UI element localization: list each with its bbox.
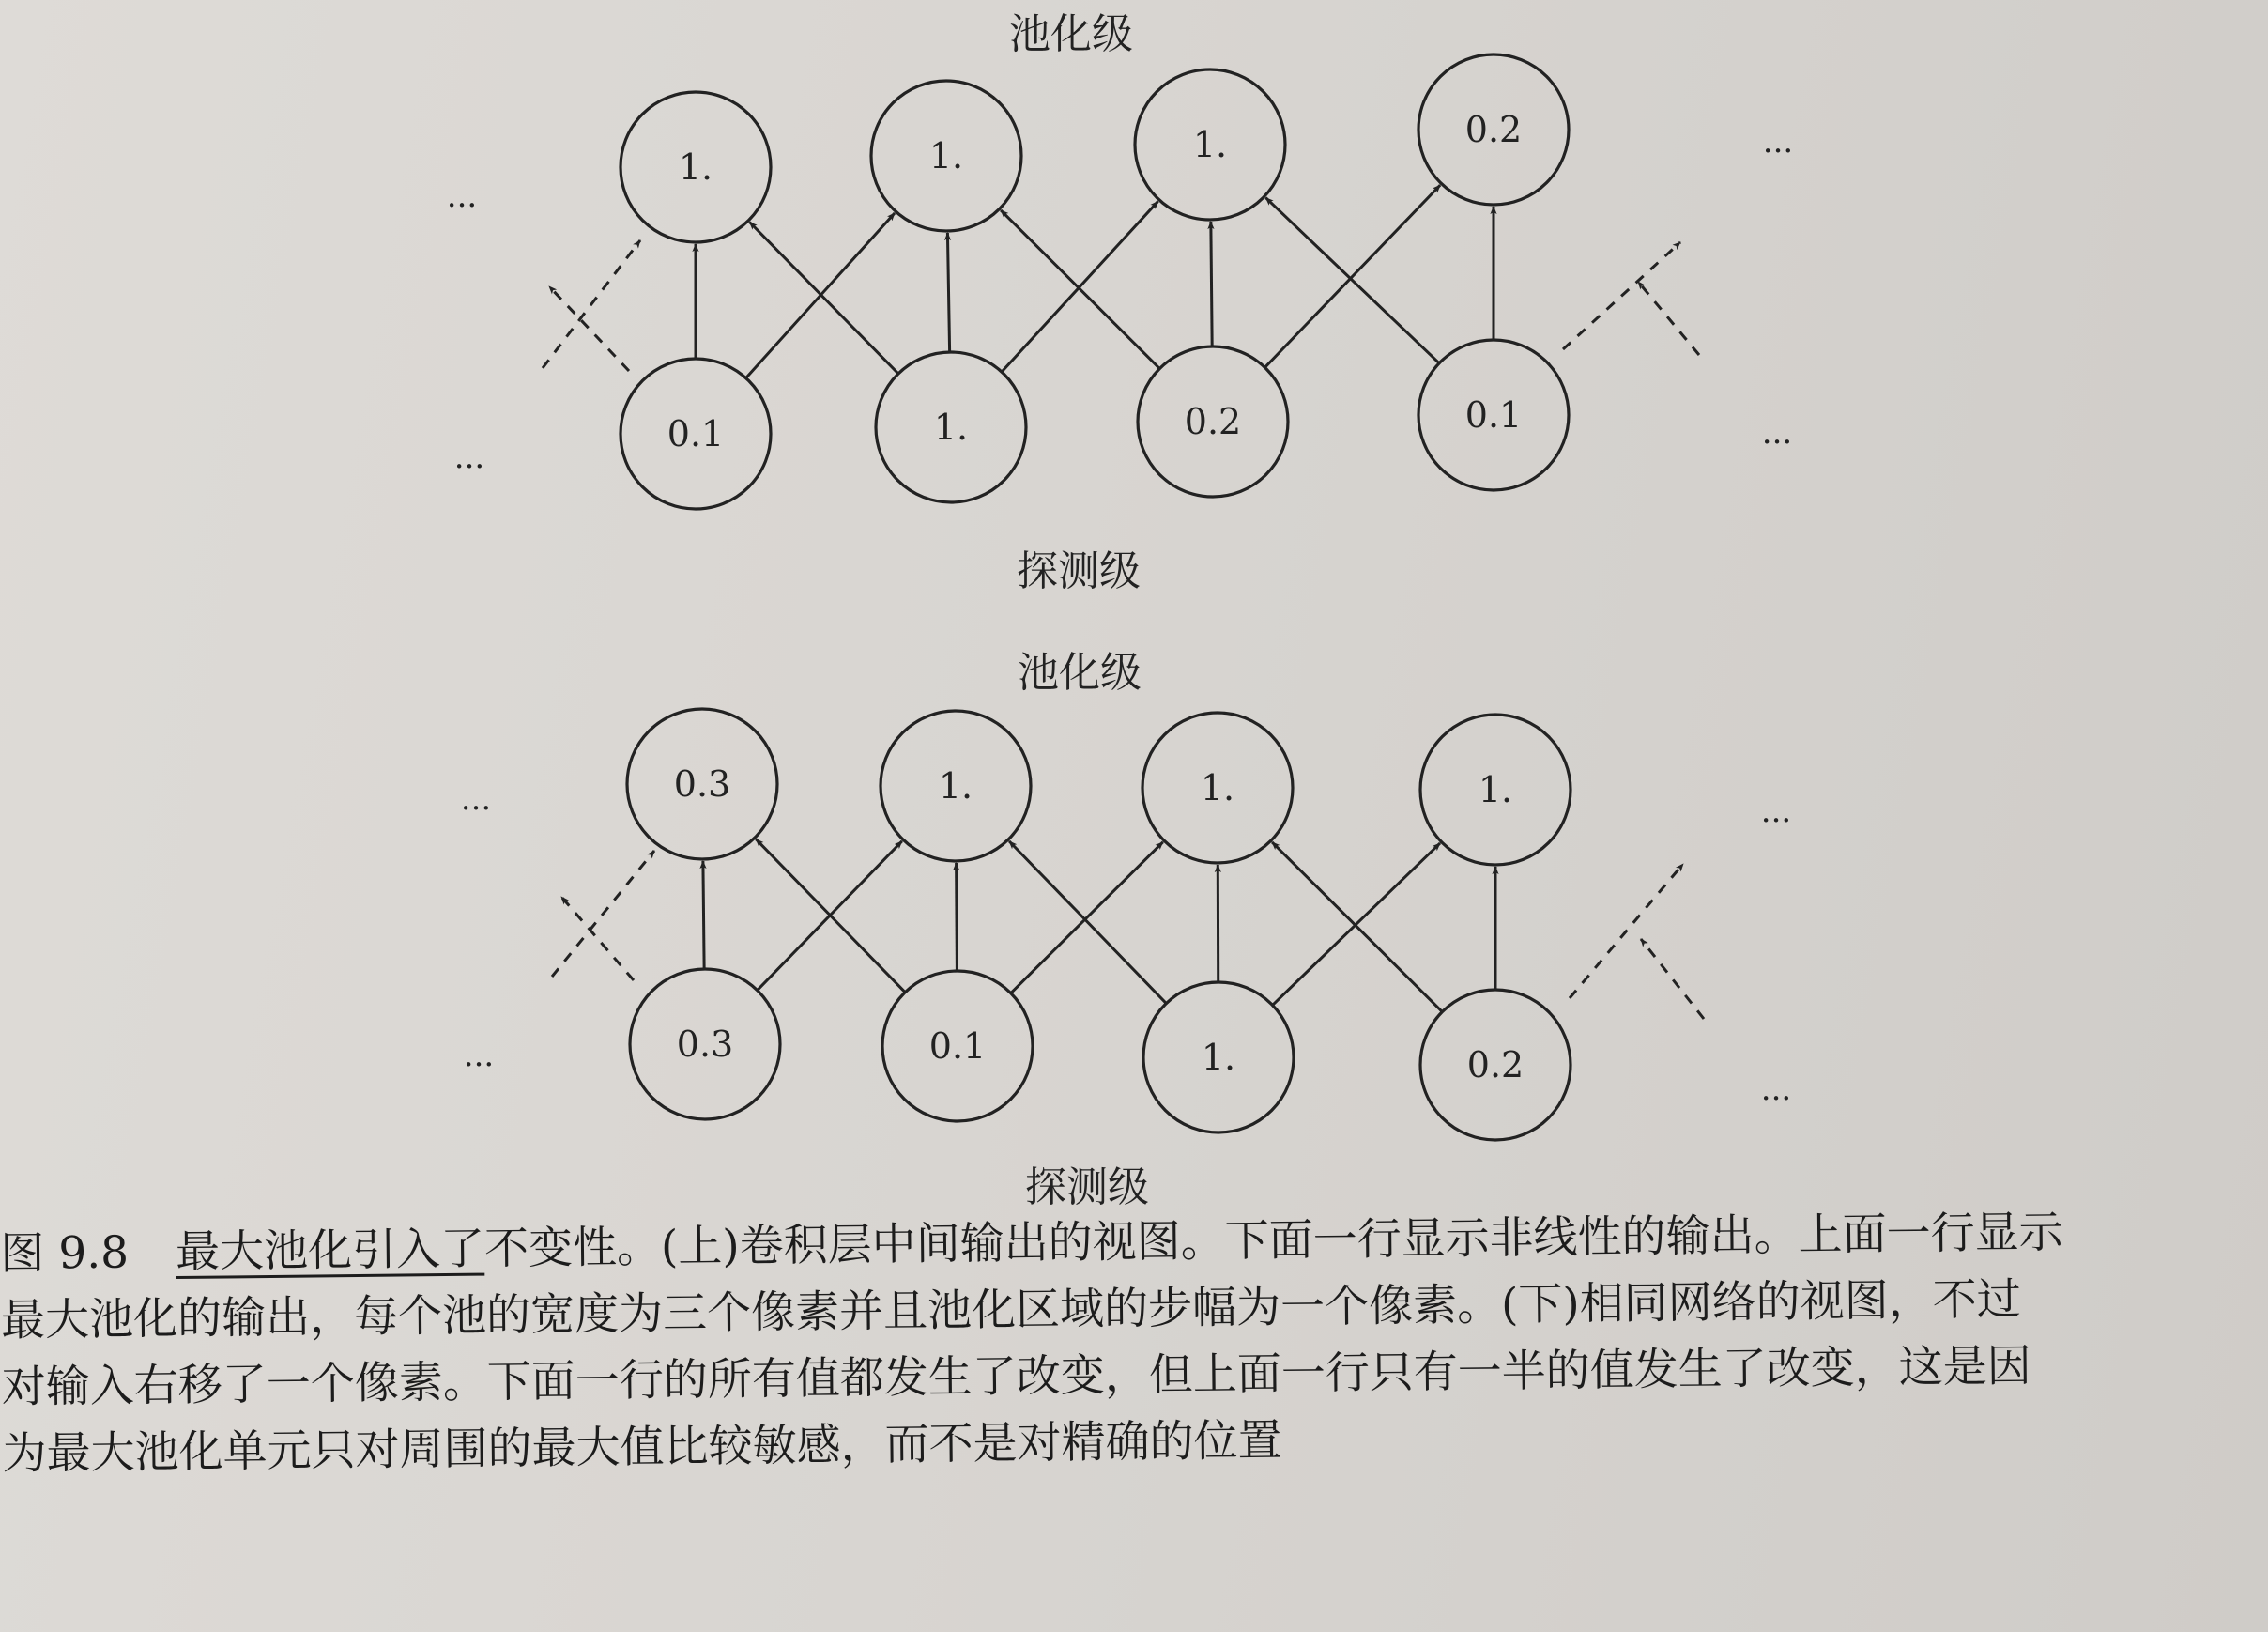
- detector-unit-2: [876, 352, 1026, 502]
- detector-ellipsis-left: ...: [463, 1037, 495, 1074]
- detector-ellipsis-left: ...: [453, 439, 485, 476]
- pooling-unit-4: [1420, 715, 1571, 865]
- detector-unit-4: [1418, 340, 1569, 490]
- detector-stage-label: 探测级: [1017, 547, 1141, 595]
- connection-arrow: [947, 233, 949, 352]
- detector-unit-3: [1143, 982, 1294, 1132]
- detector-unit-3: [1138, 346, 1288, 497]
- detector-ellipsis-right: ...: [1761, 414, 1793, 452]
- pooling-ellipsis-left: ...: [460, 780, 492, 818]
- pooling-unit-4-value: 0.2: [1464, 109, 1523, 150]
- detector-unit-2-value: 0.1: [928, 1025, 987, 1067]
- detector-stage-label: 探测级: [1025, 1163, 1149, 1211]
- detector-unit-1: [621, 359, 771, 509]
- dashed-arrow-right-outward: [1563, 242, 1680, 349]
- pooling-unit-4: [1418, 54, 1569, 205]
- dashed-arrow-left-outward: [561, 897, 634, 980]
- pooling-unit-1-value: 0.3: [673, 763, 731, 805]
- pooling-unit-4-value: 1.: [1478, 769, 1513, 810]
- pooling-unit-2: [871, 81, 1021, 231]
- connection-arrow: [1211, 222, 1212, 346]
- pooling-unit-2-value: 1.: [938, 765, 973, 807]
- panel-bottom: [461, 649, 1791, 1211]
- detector-ellipsis-right: ...: [1760, 1070, 1792, 1108]
- dashed-arrow-right-to-pool: [1638, 282, 1699, 355]
- detector-unit-1: [630, 969, 780, 1119]
- connection-arrow: [1002, 201, 1158, 372]
- detector-unit-4-value: 0.1: [1464, 394, 1523, 436]
- pooling-unit-3-value: 1.: [1200, 767, 1235, 808]
- caption-line-4: 为最大池化单元只对周围的最大值比较敏感，而不是对精确的位置: [2, 1414, 1282, 1480]
- detector-unit-1-value: 0.1: [667, 413, 725, 454]
- pooling-ellipsis-left: ...: [446, 177, 478, 215]
- pooling-ellipsis-right: ...: [1760, 793, 1792, 830]
- dashed-arrow-left-outward: [549, 286, 629, 371]
- caption-line-2: 最大池化的输出，每个池的宽度为三个像素并且池化区域的步幅为一个像素。(下)相同网络的视图，不过: [0, 1273, 2021, 1347]
- pooling-unit-3: [1142, 713, 1293, 863]
- pooling-stage-label: 池化级: [1018, 649, 1142, 697]
- pooling-unit-1-value: 1.: [678, 146, 713, 188]
- dashed-arrow-right-to-pool: [1641, 939, 1704, 1019]
- detector-unit-4-value: 0.2: [1466, 1044, 1525, 1085]
- connection-arrow: [703, 861, 704, 969]
- pooling-unit-2-value: 1.: [928, 135, 964, 177]
- pooling-ellipsis-right: ...: [1762, 123, 1794, 161]
- caption-underlined-phrase: 最大池化引入了: [175, 1223, 485, 1279]
- pooling-unit-3-value: 1.: [1192, 124, 1228, 165]
- dashed-arrow-left-to-pool: [543, 240, 640, 368]
- dashed-arrow-right-outward: [1570, 864, 1683, 998]
- pooling-unit-1: [621, 92, 771, 242]
- connection-arrow: [957, 863, 958, 971]
- pooling-unit-1: [627, 709, 777, 859]
- dashed-arrow-left-to-pool: [552, 851, 654, 977]
- detector-unit-1-value: 0.3: [676, 1024, 734, 1065]
- caption-line-3: 对输入右移了一个像素。下面一行的所有值都发生了改变，但上面一行只有一半的值发生了改变，这是因: [1, 1340, 2032, 1413]
- pooling-unit-3: [1135, 69, 1285, 220]
- connection-arrow: [1009, 841, 1166, 1004]
- detector-unit-2-value: 1.: [933, 407, 969, 448]
- figure-number: 图 9.8: [0, 1226, 130, 1280]
- pooling-stage-label: 池化级: [1009, 10, 1133, 58]
- pooling-unit-2: [881, 711, 1031, 861]
- detector-unit-3-value: 1.: [1201, 1037, 1236, 1078]
- figure-caption: [0, 1197, 2256, 1487]
- detector-unit-3-value: 0.2: [1184, 401, 1242, 442]
- detector-unit-4: [1420, 990, 1571, 1140]
- caption-line-1-text: 不变性。(上)卷积层中间输出的视图。下面一行显示非线性的输出。上面一行显示: [483, 1206, 2063, 1275]
- detector-unit-2: [882, 971, 1033, 1121]
- panel-top: [447, 10, 1793, 595]
